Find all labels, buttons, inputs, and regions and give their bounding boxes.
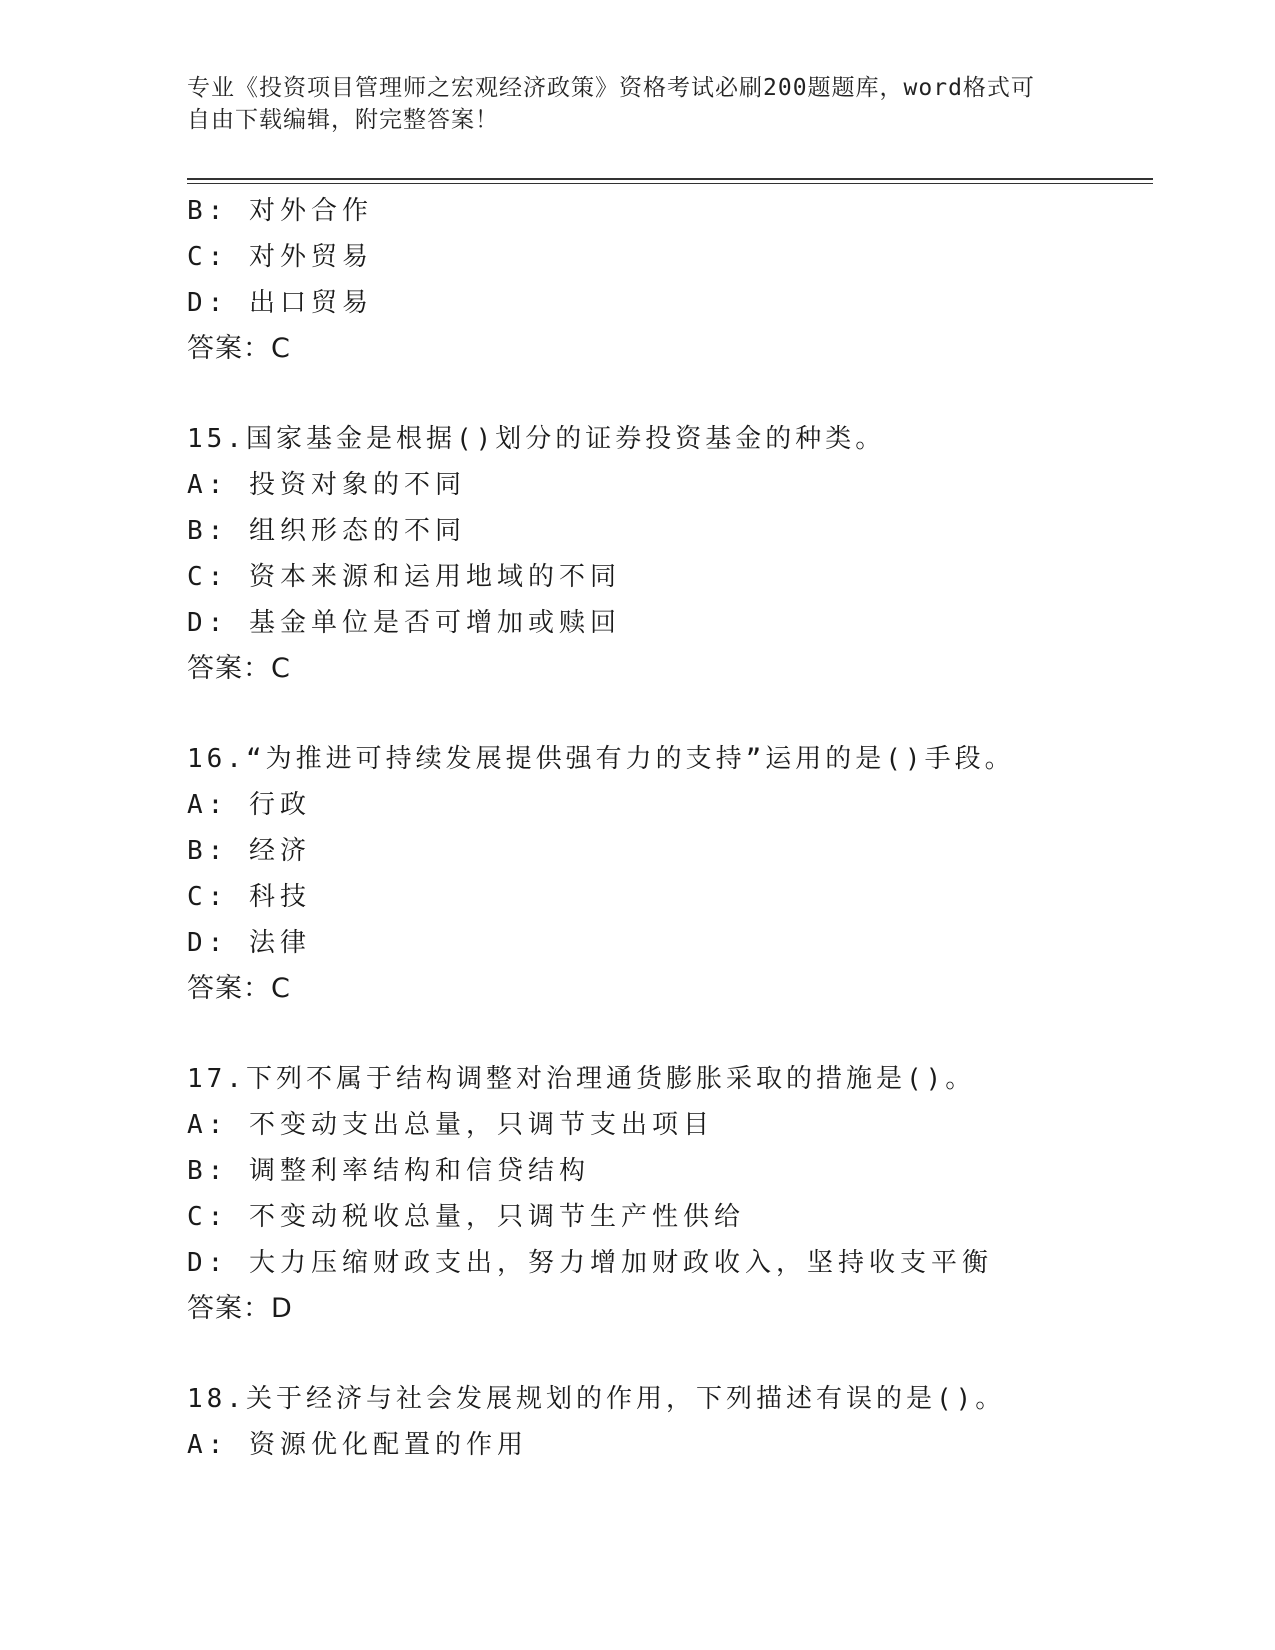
answer: 答案：C bbox=[187, 653, 291, 684]
question-17 bbox=[187, 1056, 1147, 1332]
option-d: D: 基金单位是否可增加或赎回 bbox=[187, 608, 621, 638]
option-d: D: 出口贸易 bbox=[187, 288, 373, 318]
option-b: B: 经济 bbox=[187, 836, 311, 866]
header-divider-thick bbox=[187, 178, 1153, 180]
option-c: C: 科技 bbox=[187, 882, 311, 912]
question-stem: 17.下列不属于结构调整对治理通货膨胀采取的措施是()。 bbox=[187, 1064, 976, 1094]
option-b: B: 组织形态的不同 bbox=[187, 516, 466, 546]
header-line-2: 自由下载编辑，附完整答案！ bbox=[187, 107, 499, 133]
option-b: B: 调整利率结构和信贷结构 bbox=[187, 1156, 590, 1186]
question-14-continued bbox=[187, 188, 1147, 372]
question-list bbox=[187, 188, 1147, 1468]
question-18 bbox=[187, 1376, 1147, 1468]
option-c: C: 不变动税收总量，只调节生产性供给 bbox=[187, 1202, 745, 1232]
question-stem: 16.“为推进可持续发展提供强有力的支持”运用的是()手段。 bbox=[187, 744, 1015, 774]
option-a: A: 投资对象的不同 bbox=[187, 470, 466, 500]
option-b: B: 对外合作 bbox=[187, 196, 373, 226]
option-a: A: 行政 bbox=[187, 790, 311, 820]
option-c: C: 对外贸易 bbox=[187, 242, 373, 272]
answer: 答案：D bbox=[187, 1293, 293, 1324]
option-a: A: 不变动支出总量，只调节支出项目 bbox=[187, 1110, 714, 1140]
option-d: D: 大力压缩财政支出，努力增加财政收入，坚持收支平衡 bbox=[187, 1248, 993, 1278]
option-a: A: 资源优化配置的作用 bbox=[187, 1430, 528, 1460]
option-c: C: 资本来源和运用地域的不同 bbox=[187, 562, 621, 592]
header-divider-thin bbox=[187, 183, 1153, 184]
question-16 bbox=[187, 736, 1147, 1012]
question-stem: 15.国家基金是根据()划分的证券投资基金的种类。 bbox=[187, 424, 886, 454]
header-line-1: 专业《投资项目管理师之宏观经济政策》资格考试必刷200题题库，word格式可 bbox=[187, 75, 1035, 101]
question-stem: 18.关于经济与社会发展规划的作用，下列描述有误的是()。 bbox=[187, 1384, 1006, 1414]
option-d: D: 法律 bbox=[187, 928, 311, 958]
question-15 bbox=[187, 416, 1147, 692]
document-header bbox=[187, 72, 1067, 136]
answer: 答案：C bbox=[187, 333, 291, 364]
answer: 答案：C bbox=[187, 973, 291, 1004]
